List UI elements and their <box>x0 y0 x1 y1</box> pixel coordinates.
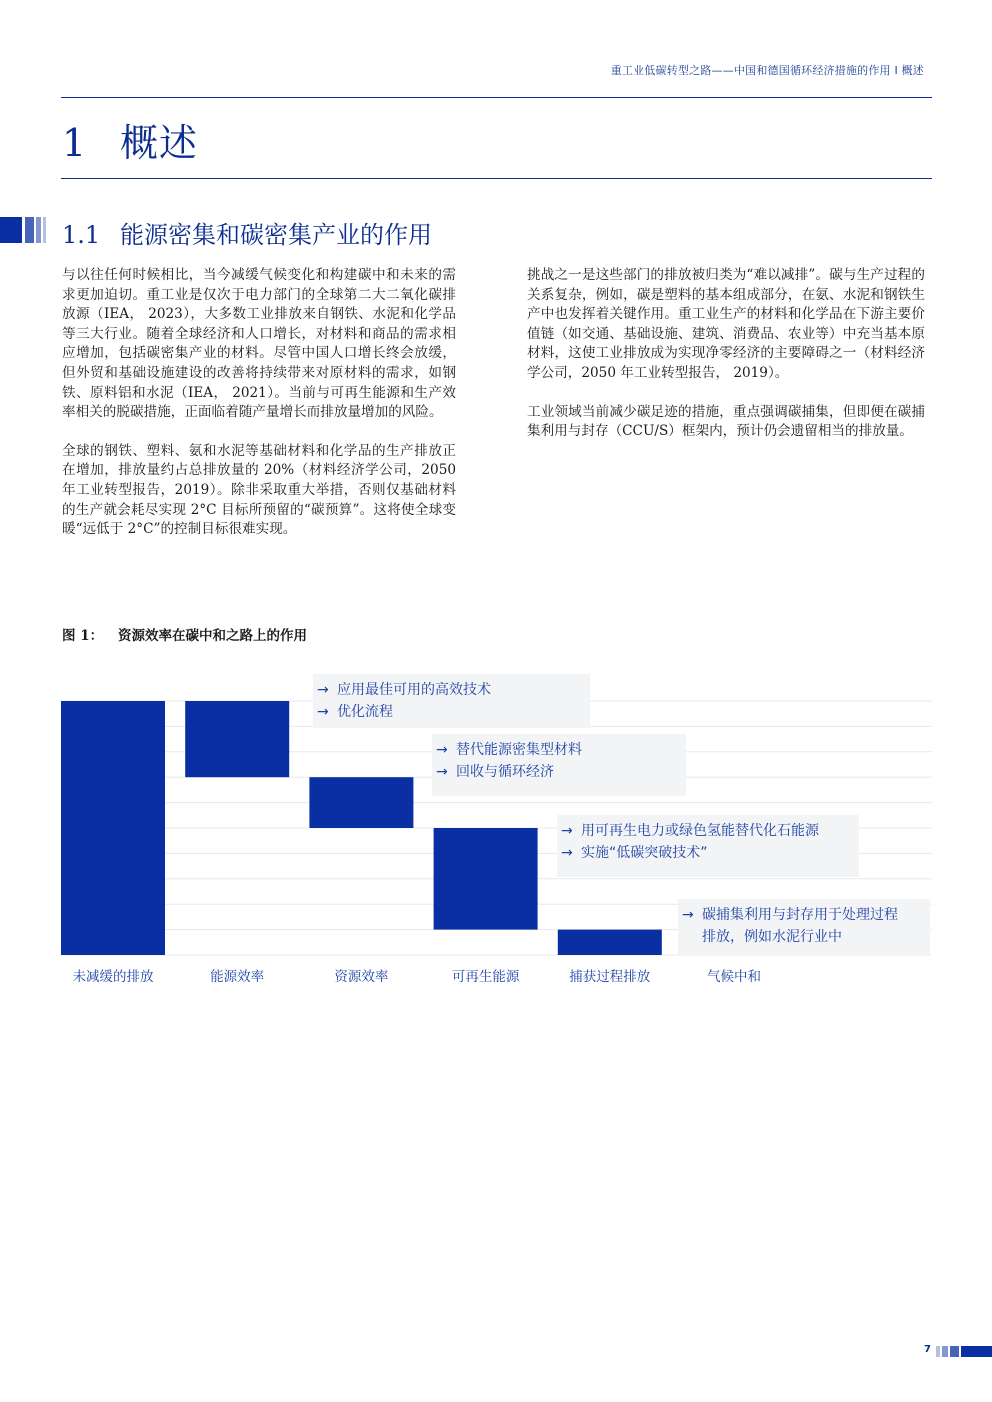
figure-title: 资源效率在碳中和之路上的作用 <box>118 628 307 644</box>
section-title: 能源密集和碳密集产业的作用 <box>120 221 432 249</box>
chart-bar <box>61 701 165 955</box>
paragraph: 全球的钢铁、塑料、氨和水泥等基础材料和化学品的生产排放正在增加，排放量约占总排放量的 20%（材料经济学公司，2050 年工业转型报告，2019）。除非采取重大举措，否则仅基础材料的生产就会耗尽实现 2°C 目标所预留的“碳预算”。这将使全球变暖“远低于 2°C”的控制目标很难实现。 <box>62 442 456 538</box>
chart-category-label: 未减缓的排放 <box>72 969 154 985</box>
chart-category-label: 资源效率 <box>334 969 389 985</box>
arrow-right-icon: → <box>561 844 573 861</box>
chapter-number: 1 <box>62 121 88 165</box>
note-item: → 碳捕集利用与封存用于处理过程 <box>682 905 930 927</box>
chart-bar <box>434 828 538 930</box>
figure-note-3 <box>557 815 859 877</box>
chart-bar <box>558 930 662 955</box>
footer-marker-bars <box>936 1346 992 1357</box>
section-number: 1.1 <box>62 221 101 249</box>
arrow-right-icon: → <box>317 682 329 698</box>
chart-category-label: 捕获过程排放 <box>569 969 651 985</box>
chart-bar <box>185 701 289 777</box>
arrow-right-icon: → <box>436 763 448 780</box>
figure-label: 图 1： <box>62 628 104 644</box>
note-item: 排放，例如水泥行业中 <box>702 928 842 945</box>
figure-note-1 <box>313 674 590 728</box>
arrow-right-icon: → <box>436 742 448 758</box>
paragraph: 工业领域当前减少碳足迹的措施，重点强调碳捕集，但即便在碳捕集利用与封存（CCU/S）框架内，预计仍会遗留相当的排放量。 <box>527 403 925 440</box>
chart-category-label: 可再生能源 <box>451 969 520 985</box>
note-item: → 实施“低碳突破技术” <box>561 843 859 865</box>
paragraph: 挑战之一是这些部门的排放被归类为“难以减排”。碳与生产过程的关系复杂，例如，碳是塑料的基本组成部分，在氨、水泥和钢铁生产中也发挥着关键作用。重工业生产的材料和化学品在下游主要价值链（如交通、基础设施、建筑、消费品、农业等）中充当基本原材料，这使工业排放成为实现净零经济的主要障碍之一（材料经济学公司，2050 年工业转型报告， 2019）。 <box>527 267 925 381</box>
note-item: → 应用最佳可用的高效技术 <box>317 680 590 702</box>
chart-category-label: 气候中和 <box>707 969 761 985</box>
chart-category-label: 能源效率 <box>210 969 265 985</box>
note-item: → 用可再生电力或绿色氢能替代化石能源 <box>561 821 859 843</box>
figure-note-4 <box>678 899 930 955</box>
arrow-right-icon: → <box>561 823 573 839</box>
note-item: → 替代能源密集型材料 <box>436 740 686 762</box>
arrow-right-icon: → <box>682 907 694 923</box>
note-item: → 优化流程 <box>317 702 590 724</box>
figure-note-2 <box>432 734 686 796</box>
note-item: → 回收与循环经济 <box>436 762 686 784</box>
chapter-title: 概述 <box>120 121 199 165</box>
page-number: 7 <box>924 1344 931 1355</box>
paragraph: 与以往任何时候相比，当今减缓气候变化和构建碳中和未来的需求更加迫切。重工业是仅次于电力部门的全球第二大二氧化碳排放源（IEA， 2023），大多数工业排放来自钢铁、水泥和化学品等三大行业。随着全球经济和人口增长，对材料和商品的需求相应增加，包括碳密集产业的材料。尽管中国人口增长终会放缓，但外贸和基础设施建设的改善将持续带来对原材料的需求，如钢铁、原料铝和水泥（IEA， 2021）。当前与可再生能源和生产效率相关的脱碳措施，正面临着随产量增长而排放量增加的风险。 <box>62 267 456 421</box>
running-header: 重工业低碳转型之路——中国和德国循环经济措施的作用 I 概述 <box>610 64 924 77</box>
arrow-right-icon: → <box>317 703 329 720</box>
chart-bar <box>309 777 413 828</box>
